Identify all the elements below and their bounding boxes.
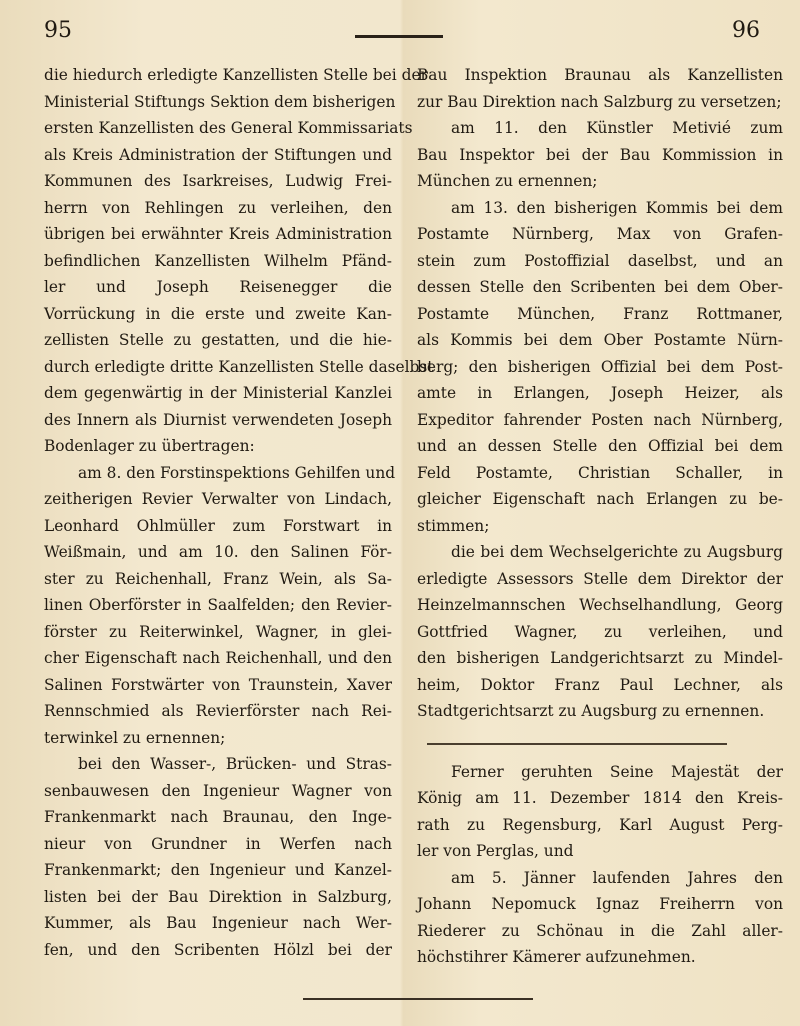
text-line: dem gegenwärtig in der Ministerial Kanzlei <box>44 384 392 402</box>
text-line: Feld Postamte, Christian Schaller, in <box>417 463 783 482</box>
text-line: Frankenmarkt nach Braunau, den Inge- <box>44 808 392 826</box>
text-line: terwinkel zu ernennen; <box>44 728 226 747</box>
text-line: erledigte Assessors Stelle dem Direktor der <box>417 569 783 588</box>
text-line: heim, Doktor Franz Paul Lechner, als <box>417 675 783 694</box>
text-line: förster zu Reiterwinkel, Wagner, in glei- <box>44 622 392 641</box>
page-number-left: 95 <box>44 18 72 43</box>
text-line: Weißmain, und am 10. den Salinen För- <box>44 543 392 561</box>
text-line: stimmen; <box>417 516 490 535</box>
text-line: zeitherigen Revier Verwalter von Lindach, <box>44 490 392 508</box>
text-line: Gottfried Wagner, zu verleihen, und <box>417 622 783 641</box>
page-number-right: 96 <box>732 18 760 43</box>
text-line: zur Bau Direktion nach Salzburg zu versetzen; <box>417 92 782 111</box>
text-line: durch erledigte dritte Kanzellisten Stelle daselbst <box>44 357 434 376</box>
text-line: linen Oberförster in Saalfelden; den Revier- <box>44 596 392 614</box>
text-line: befindlichen Kanzellisten Wilhelm Pfänd- <box>44 251 392 270</box>
text-line: König am 11. Dezember 1814 den Kreis- <box>417 789 783 807</box>
text-line: rath zu Regensburg, Karl August Perg- <box>417 815 783 834</box>
paragraph-start-line: am 11. den Künstler Metivié zum <box>451 119 783 137</box>
section-gap <box>417 725 783 737</box>
text-line: fen, und den Scribenten Hölzl bei der <box>44 940 392 959</box>
text-line: Rennschmied als Revierförster nach Rei- <box>44 702 392 720</box>
text-line: Bodenlager zu übertragen: <box>44 437 255 455</box>
text-line: senbauwesen den Ingenieur Wagner von <box>44 781 392 800</box>
text-line: als Kommis bei dem Ober Postamte Nürn- <box>417 331 783 349</box>
text-line: nieur von Grundner in Werfen nach <box>44 834 392 853</box>
text-line: dessen Stelle den Scribenten bei dem Ober- <box>417 278 783 296</box>
text-line: Postamte München, Franz Rottmaner, <box>417 304 783 323</box>
text-line: Postamte Nürnberg, Max von Grafen- <box>417 225 783 243</box>
text-line: Heinzelmannschen Wechselhandlung, Georg <box>417 596 783 614</box>
text-line: Frankenmarkt; den Ingenieur und Kanzel- <box>44 861 392 879</box>
text-line: Expeditor fahrender Posten nach Nürnberg, <box>417 410 783 429</box>
text-line: amte in Erlangen, Joseph Heizer, als <box>417 384 783 402</box>
text-line: zellisten Stelle zu gestatten, und die hie- <box>44 331 392 349</box>
text-line: des Innern als Diurnist verwendeten Joseph <box>44 410 392 429</box>
left-page-column <box>44 62 434 963</box>
text-line: ler und Joseph Reisenegger die <box>44 278 392 296</box>
text-line: höchstihrer Kämerer aufzunehmen. <box>417 948 696 966</box>
text-line: Salinen Forstwärter von Traunstein, Xaver <box>44 675 392 694</box>
text-line: übrigen bei erwähnter Kreis Administration <box>44 225 392 243</box>
text-line: Vorrückung in die erste und zweite Kan- <box>44 304 392 323</box>
text-line: Bau Inspektor bei der Bau Kommission in <box>417 145 783 164</box>
text-line: ler von Perglas, und <box>417 842 574 860</box>
text-line: und an dessen Stelle den Offizial bei dem <box>417 437 783 455</box>
text-line: Riederer zu Schönau in die Zahl aller- <box>417 921 783 940</box>
text-line: herrn von Rehlingen zu verleihen, den <box>44 198 392 217</box>
text-line: ersten Kanzellisten des General Kommissariats <box>44 119 413 137</box>
paragraph-start-line: am 8. den Forstinspektions Gehilfen und <box>78 463 396 482</box>
text-line: Stadtgerichtsarzt zu Augsburg zu ernennen. <box>417 702 765 720</box>
paragraph-start-line: die bei dem Wechselgerichte zu Augsburg <box>451 543 783 561</box>
text-line: München zu ernennen; <box>417 172 598 190</box>
text-line: die hiedurch erledigte Kanzellisten Stelle bei der <box>44 66 428 84</box>
text-line: Ministerial Stiftungs Sektion dem bisherigen <box>44 92 396 111</box>
text-line: Bau Inspektion Braunau als Kanzellisten <box>417 66 783 84</box>
header-rule <box>355 35 443 38</box>
text-line: Leonhard Ohlmüller zum Forstwart in <box>44 516 392 535</box>
text-line: Kummer, als Bau Ingenieur nach Wer- <box>44 914 392 932</box>
text-line: listen bei der Bau Direktion in Salzburg, <box>44 887 392 906</box>
section-divider <box>427 743 727 745</box>
paragraph-start-line: am 13. den bisherigen Kommis bei dem <box>451 198 783 217</box>
text-line: den bisherigen Landgerichtsarzt zu Mindel- <box>417 649 783 667</box>
text-line: Kommunen des Isarkreises, Ludwig Frei- <box>44 172 392 190</box>
paragraph-start-line: bei den Wasser-, Brücken- und Stras- <box>78 755 392 773</box>
text-line: ster zu Reichenhall, Franz Wein, als Sa- <box>44 569 392 588</box>
text-line: berg; den bisherigen Offizial bei dem Post- <box>417 357 783 376</box>
text-line: stein zum Postoffizial daselbst, und an <box>417 251 783 270</box>
paragraph-start-line: am 5. Jänner laufenden Jahres den <box>451 868 783 887</box>
text-line: Johann Nepomuck Ignaz Freiherrn von <box>417 895 783 913</box>
text-line: gleicher Eigenschaft nach Erlangen zu be- <box>417 490 783 508</box>
right-page-column <box>417 62 783 971</box>
text-line: als Kreis Administration der Stiftungen und <box>44 145 392 164</box>
text-line: cher Eigenschaft nach Reichenhall, und den <box>44 649 392 667</box>
footer-rule <box>303 998 533 1000</box>
paragraph-start-line: Ferner geruhten Seine Majestät der <box>451 762 783 781</box>
